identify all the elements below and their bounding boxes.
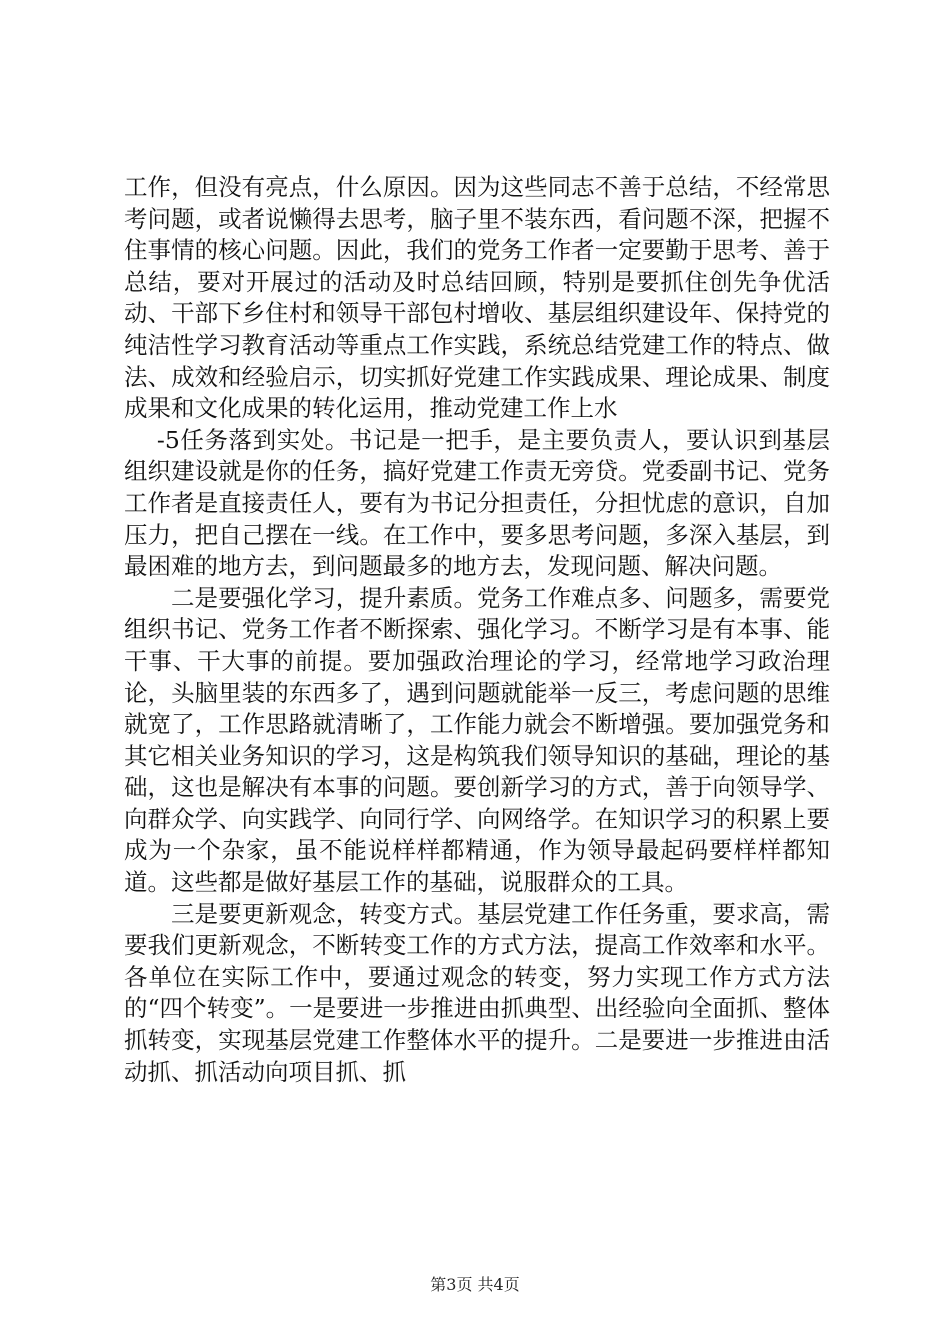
paragraph-responsibility: -5任务落到实处。书记是一把手，是主要负责人，要认识到基层组织建设就是你的任务，搞好党建工作责无旁贷。党委副书记、党务工作者是直接责任人，要有为书记分担责任，分担忧虑的意识，自加压力，把自己摆在一线。在工作中，要多思考问题，多深入基层，到最困难的地方去，到问题最多的地方去，发现问题、解决问题。 — [124, 425, 830, 581]
paragraph-concepts: 三是要更新观念，转变方式。基层党建工作任务重，要求高，需要我们更新观念，不断转变工作的方式方法，提高工作效率和水平。各单位在实际工作中，要通过观念的转变，努力实现工作方式方法的“四个转变”。一是要进一步推进由抓典型、出经验向全面抓、整体抓转变，实现基层党建工作整体水平的提升。二是要进一步推进由活动抓、抓活动向项目抓、抓 — [124, 899, 830, 1086]
document-body — [124, 172, 830, 1088]
paragraph-continuation: 工作，但没有亮点，什么原因。因为这些同志不善于总结，不经常思考问题，或者说懒得去思考，脑子里不装东西，看问题不深，把握不住事情的核心问题。因此，我们的党务工作者一定要勤于思考、善于总结，要对开展过的活动及时总结回顾，特别是要抓住创先争优活动、干部下乡住村和领导干部包村增收、基层组织建设年、保持党的纯洁性学习教育活动等重点工作实践，系统总结党建工作的特点、做法、成效和经验启示，切实抓好党建工作实践成果、理论成果、制度成果和文化成果的转化运用，推动党建工作上水 — [124, 173, 830, 423]
page-footer: 第3页 共4页 — [430, 1275, 520, 1294]
paragraph-study: 二是要强化学习，提升素质。党务工作难点多、问题多，需要党组织书记、党务工作者不断探索、强化学习。不断学习是有本事、能干事、干大事的前提。要加强政治理论的学习，经常地学习政治理论，头脑里装的东西多了，遇到问题就能举一反三，考虑问题的思维就宽了，工作思路就清晰了，工作能力就会不断增强。要加强党务和其它相关业务知识的学习，这是构筑我们领导知识的基础，理论的基础，这也是解决有本事的问题。要创新学习的方式，善于向领导学、向群众学、向实践学、向同行学、向网络学。在知识学习的积累上要成为一个杂家，虽不能说样样都精通，作为领导最起码要样样都知道。这些都是做好基层工作的基础，说服群众的工具。 — [124, 583, 830, 897]
